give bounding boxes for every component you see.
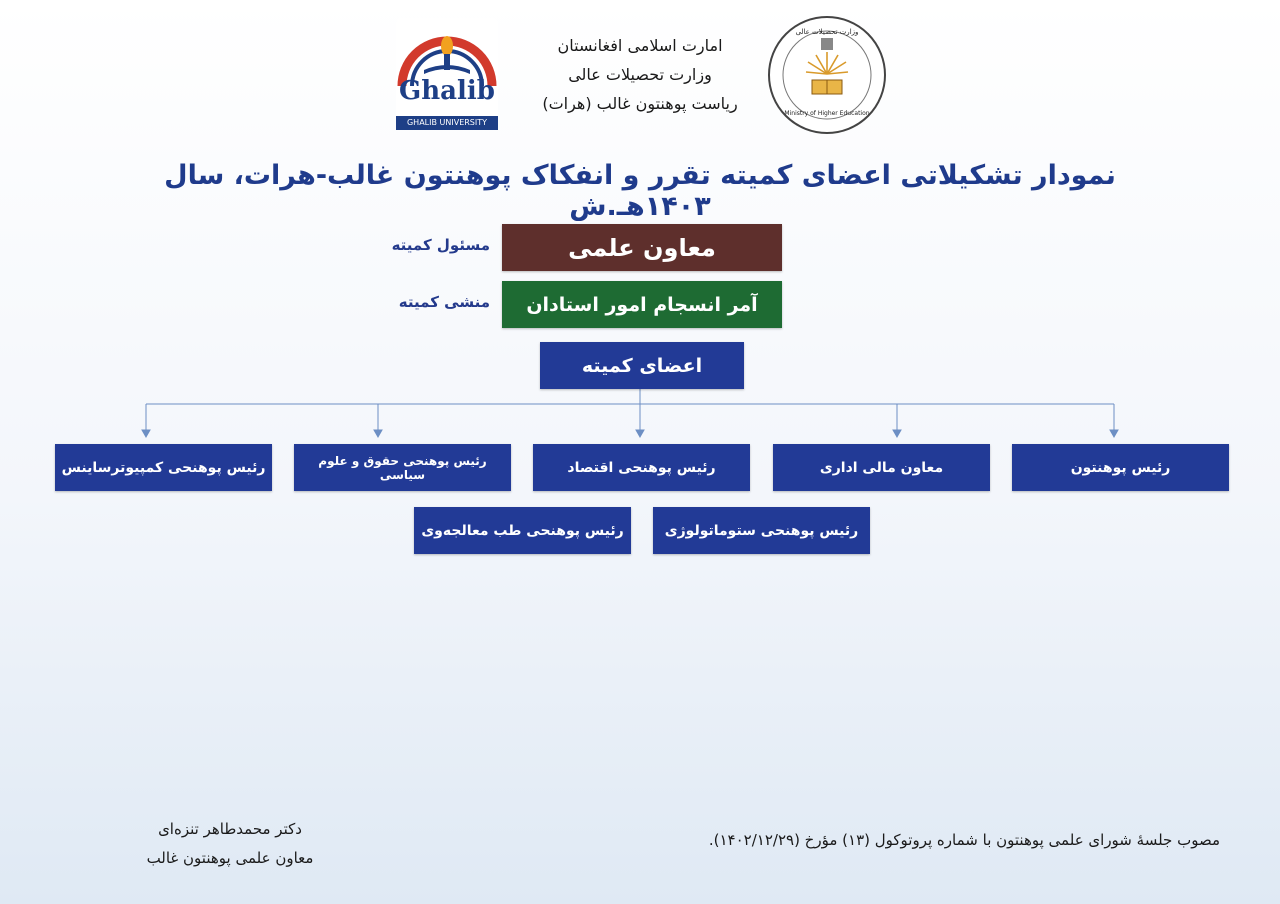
head-label: مسئول کمیته	[391, 236, 490, 254]
unit-university-president: رئیس پوهنتون	[1012, 444, 1229, 491]
unit-curative-medicine-dean: رئیس پوهنحی طب معالجه‌وی	[414, 507, 631, 554]
unit-finance-admin-deputy: معاون مالی اداری	[773, 444, 990, 491]
secretary-box: آمر انسجام امور استادان	[502, 281, 782, 328]
header-line-3: ریاست پوهنتون غالب (هرات)	[542, 94, 738, 113]
chart-title: نمودار تشکیلاتی اعضای کمیته تقرر و انفکاک پوهنتون غالب-هرات، سال ۱۴۰۳هـ.ش	[164, 160, 1116, 222]
signer-name: دکتر محمدطاهر تنزه‌ای	[158, 820, 302, 838]
unit-law-political-science-dean: رئیس پوهنحی حقوق و علوم سیاسی	[294, 444, 511, 491]
secretary-label: منشی کمیته	[398, 293, 490, 311]
unit-computer-science-dean: رئیس پوهنحی کمپیوترساینس	[55, 444, 272, 491]
unit-stomatology-dean: رئیس پوهنحی ستوماتولوژی	[653, 507, 870, 554]
signer-title: معاون علمی پوهنتون غالب	[146, 849, 314, 867]
header-line-1: امارت اسلامی افغانستان	[557, 36, 723, 55]
university-logo-sub: GHALIB UNIVERSITY	[396, 116, 498, 130]
university-logo-main: Ghalib	[399, 76, 495, 106]
header-line-2: وزارت تحصیلات عالی	[568, 65, 712, 84]
head-box: معاون علمی	[502, 224, 782, 271]
approval-note: مصوب جلسهٔ شورای علمی پوهنتون با شماره پروتوکول (۱۳) مؤرخ (۱۴۰۲/۱۲/۲۹).	[708, 831, 1220, 849]
ministry-seal-text-fa: وزارت تحصیلات عالی	[795, 28, 859, 36]
ministry-seal-text-en: Ministry of Higher Education	[784, 110, 870, 117]
members-box: اعضای کمیته	[540, 342, 744, 389]
unit-economics-dean: رئیس پوهنحی اقتصاد	[533, 444, 750, 491]
